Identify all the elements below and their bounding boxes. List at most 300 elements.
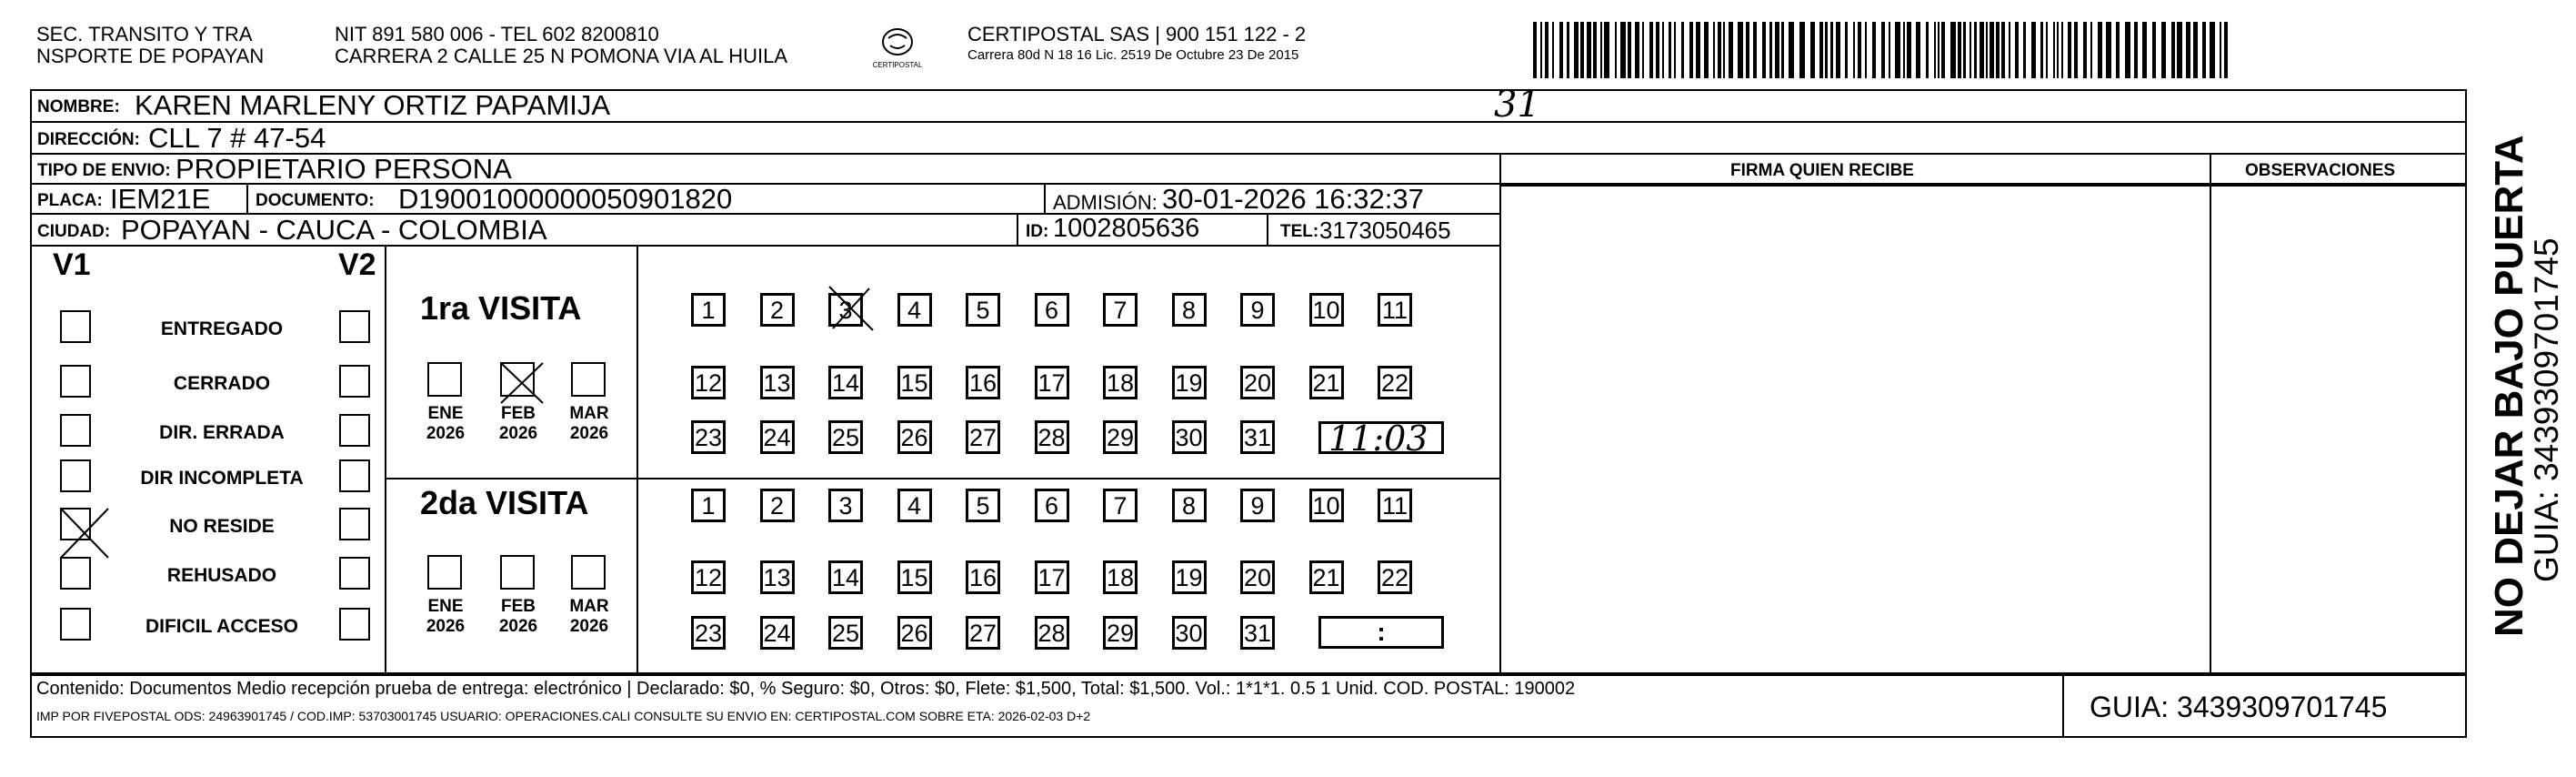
status-option-label: CERRADO (173, 373, 271, 394)
month-year: 2026 (569, 424, 609, 443)
barcode-bar (2161, 22, 2166, 78)
barcode-bar (1704, 22, 1709, 78)
barcode-bar (1545, 22, 1549, 78)
id-label: ID: (1026, 222, 1049, 241)
placa-label: PLACA: (37, 191, 103, 210)
barcode-bar (1836, 22, 1840, 78)
visit1-time-value: 11:03 (1328, 419, 1428, 459)
barcode-bar (1604, 22, 1609, 78)
day-number: 1 (701, 492, 716, 520)
day-number: 28 (1037, 620, 1066, 647)
v1-checkbox[interactable] (60, 508, 91, 540)
day-box[interactable] (1172, 420, 1207, 454)
barcode-bar (1889, 22, 1890, 78)
footer-imp: IMP POR FIVEPOSTAL ODS: 24963901745 / COD.IMP: 53703001745 USUARIO: OPERACIONES.CALI CONSULTE SU ENVIO EN: CERTIPOSTAL.COM SOBRE ETA: 2026-02-03 D+2 (36, 709, 1091, 723)
tipo-envio-label: TIPO DE ENVIO: (37, 161, 171, 180)
barcode-bar (1769, 22, 1772, 78)
day-number: 26 (900, 424, 928, 451)
barcode (1531, 22, 2231, 78)
barcode-bar (1950, 22, 1956, 78)
barcode-bar (1781, 22, 1784, 78)
barcode-bar (2193, 22, 2198, 78)
barcode-bar (2106, 22, 2111, 78)
day-box[interactable] (691, 293, 726, 327)
v2-checkbox[interactable] (339, 414, 370, 447)
v2-checkbox[interactable] (339, 310, 370, 343)
tel-value: 3173050465 (1319, 217, 1451, 244)
ciudad-value: POPAYAN - CAUCA - COLOMBIA (121, 214, 547, 246)
visit1-title: 1ra VISITA (420, 289, 582, 327)
barcode-bar (1669, 22, 1671, 78)
month-checkbox[interactable] (571, 362, 606, 397)
visit2-title: 2da VISITA (420, 484, 589, 521)
footer-guia-box (2062, 674, 2467, 738)
month-year: 2026 (498, 617, 538, 636)
day-box[interactable] (966, 616, 1000, 650)
day-box[interactable] (1240, 616, 1275, 650)
barcode-bar (1620, 22, 1626, 78)
day-number: 30 (1175, 424, 1203, 451)
visit2-time-box (1318, 616, 1444, 649)
certipostal-info: CERTIPOSTAL SAS | 900 151 122 - 2 Carrera 80d N 18 16 Lic. 2519 De Octubre 23 De 2015 (967, 23, 1307, 63)
barcode-bar (2134, 22, 2138, 78)
day-box[interactable] (966, 489, 1000, 522)
day-box[interactable] (760, 366, 795, 399)
day-box[interactable] (1103, 616, 1138, 650)
day-box[interactable] (1309, 560, 1344, 594)
nombre-label: NOMBRE: (37, 97, 120, 116)
day-box[interactable] (1309, 489, 1344, 522)
barcode-bar (2040, 22, 2043, 78)
certipostal-logo (866, 25, 929, 73)
barcode-bar (1723, 22, 1725, 78)
month-checkbox[interactable] (427, 362, 462, 397)
barcode-bar (2068, 22, 2071, 78)
status-option-label: DIR INCOMPLETA (140, 468, 304, 489)
footer-contenido: Contenido: Documentos Medio recepción prueba de entrega: electrónico | Declarado: $0, % Seguro: $0, Otros: $0, Flete: $1,500, Total: $1,500. Vol.: 1*1*1. 0.5 1 Unid. COD. POSTAL: 190002 (36, 679, 1576, 699)
day-box[interactable] (828, 366, 863, 399)
barcode-bar (1938, 22, 1940, 78)
month-checkbox[interactable] (571, 555, 606, 590)
day-number: 17 (1037, 369, 1066, 397)
barcode-bar (2177, 22, 2182, 78)
status-option-label: DIR. ERRADA (159, 422, 285, 443)
day-box[interactable] (1240, 293, 1275, 327)
day-number: 13 (763, 564, 791, 591)
barcode-bar (1696, 22, 1700, 78)
day-number: 11 (1381, 492, 1408, 520)
admision-label: ADMISIÓN: (1053, 191, 1158, 214)
barcode-bar (2202, 22, 2206, 78)
day-box[interactable] (1240, 560, 1275, 594)
day-number: 4 (907, 492, 922, 520)
barcode-bar (1615, 22, 1617, 78)
day-number: 25 (831, 620, 860, 647)
barcode-bar (1845, 22, 1848, 78)
day-number: 6 (1044, 297, 1059, 324)
barcode-bar (1775, 22, 1779, 78)
month-name: FEB (501, 404, 536, 423)
handwritten-number: 31 (1494, 84, 1540, 126)
day-box[interactable] (691, 616, 726, 650)
day-number: 12 (694, 564, 723, 591)
month-name: MAR (569, 404, 609, 423)
day-number: 30 (1175, 620, 1203, 647)
day-number: 5 (976, 297, 990, 324)
barcode-bar (2031, 22, 2036, 78)
barcode-bar (1593, 22, 1597, 78)
nombre-value: KAREN MARLENY ORTIZ PAPAMIJA (135, 89, 611, 121)
v1-checkbox[interactable] (60, 414, 91, 447)
status-option-label: NO RESIDE (169, 516, 275, 537)
day-box[interactable] (1172, 560, 1207, 594)
day-number: 1 (701, 297, 716, 324)
barcode-bar (1635, 22, 1639, 78)
day-box[interactable] (897, 420, 932, 454)
company-contact: NIT 891 580 006 - TEL 602 8200810 CARRERA 2 CALLE 25 N POMONA VIA AL HUILA (335, 23, 788, 67)
day-number: 7 (1113, 297, 1128, 324)
barcode-bar (2057, 22, 2059, 78)
day-box[interactable] (1309, 366, 1344, 399)
status-option-label: ENTREGADO (160, 318, 284, 339)
day-box[interactable] (897, 489, 932, 522)
barcode-bar (2186, 22, 2190, 78)
v2-checkbox[interactable] (339, 459, 370, 492)
barcode-bar (1674, 22, 1676, 78)
barcode-bar (2074, 22, 2078, 78)
visit2-time-value: : (1377, 618, 1386, 646)
v2-checkbox[interactable] (339, 365, 370, 398)
month-name: ENE (427, 597, 464, 616)
barcode-bar (2061, 22, 2063, 78)
visit1-time-box (1318, 419, 1444, 459)
barcode-bar (1970, 22, 1971, 78)
v1-label: V1 (53, 247, 91, 282)
barcode-bar (1853, 22, 1855, 78)
footer-guia: GUIA: 3439309701745 (2090, 691, 2388, 723)
day-number: 27 (968, 620, 997, 647)
barcode-bar (1587, 22, 1591, 78)
day-box[interactable] (1240, 366, 1275, 399)
v2-label: V2 (338, 247, 376, 282)
day-number: 20 (1243, 369, 1272, 397)
barcode-bar (2142, 22, 2147, 78)
barcode-bar (1865, 22, 1867, 78)
month-checkbox[interactable] (500, 362, 535, 397)
barcode-bar (1941, 22, 1945, 78)
day-box[interactable] (760, 420, 795, 454)
day-box[interactable] (1172, 489, 1207, 522)
barcode-bar (1656, 22, 1659, 78)
day-box[interactable] (1378, 560, 1412, 594)
placa-row (30, 185, 1499, 215)
direccion-value: CLL 7 # 47-54 (148, 122, 326, 154)
observaciones-label: OBSERVACIONES (2245, 161, 2396, 180)
day-number: 10 (1312, 297, 1340, 324)
day-number: 13 (763, 369, 791, 397)
tipo-envio-value: PROPIETARIO PERSONA (175, 153, 512, 185)
nombre-row (30, 84, 2467, 126)
firma-label: FIRMA QUIEN RECIBE (1730, 161, 1914, 180)
barcode-bar (2046, 22, 2048, 78)
barcode-bar (2015, 22, 2019, 78)
barcode-bar (1990, 22, 1994, 78)
barcode-bar (1540, 22, 1542, 78)
day-box[interactable] (691, 420, 726, 454)
barcode-bar (1789, 22, 1794, 78)
v2-checkbox[interactable] (339, 508, 370, 540)
day-number: 22 (1380, 564, 1409, 591)
day-number: 18 (1106, 564, 1135, 591)
day-number: 31 (1243, 620, 1272, 647)
ciudad-label: CIUDAD: (37, 222, 111, 241)
day-box[interactable] (1103, 420, 1138, 454)
barcode-bar (1642, 22, 1644, 78)
barcode-bar (2090, 22, 2092, 78)
day-number: 14 (831, 369, 860, 397)
day-box[interactable] (760, 293, 795, 327)
day-number: 12 (694, 369, 723, 397)
documento-label: DOCUMENTO: (256, 191, 375, 210)
day-number: 7 (1113, 492, 1128, 520)
v1-checkbox[interactable] (60, 310, 91, 343)
day-number: 31 (1243, 424, 1272, 451)
day-box[interactable] (966, 420, 1000, 454)
barcode-bar (1926, 22, 1929, 78)
day-box[interactable] (1103, 489, 1138, 522)
day-number: 8 (1181, 297, 1197, 324)
day-number: 3 (838, 492, 853, 520)
barcode-bar (2210, 22, 2215, 78)
day-number: 2 (769, 492, 785, 520)
barcode-bar (1881, 22, 1885, 78)
barcode-bar (1533, 22, 1537, 78)
barcode-bar (1689, 22, 1693, 78)
day-number: 23 (694, 424, 723, 451)
month-year: 2026 (426, 424, 466, 443)
day-box[interactable] (1172, 293, 1207, 327)
v1-checkbox[interactable] (60, 365, 91, 398)
month-name: FEB (501, 597, 536, 616)
day-box[interactable] (897, 293, 932, 327)
barcode-bar (1974, 22, 1977, 78)
day-box[interactable] (897, 616, 932, 650)
day-number: 21 (1312, 369, 1340, 397)
barcode-bar (1762, 22, 1766, 78)
barcode-bar (2001, 22, 2005, 78)
barcode-bar (1649, 22, 1653, 78)
barcode-bar (1958, 22, 1961, 78)
v1-checkbox[interactable] (60, 608, 91, 641)
day-number: 18 (1106, 369, 1135, 397)
day-number: 11 (1381, 297, 1408, 324)
day-box[interactable] (1378, 489, 1412, 522)
day-box[interactable] (1240, 489, 1275, 522)
day-number: 29 (1106, 620, 1135, 647)
v2-checkbox[interactable] (339, 608, 370, 641)
day-box[interactable] (1172, 366, 1207, 399)
day-number: 16 (968, 564, 997, 591)
side-warning: NO DEJAR BAJO PUERTA (2487, 135, 2531, 637)
day-number: 29 (1106, 424, 1135, 451)
barcode-bar (1718, 22, 1721, 78)
day-box[interactable] (1035, 489, 1069, 522)
barcode-bar (1628, 22, 1631, 78)
barcode-bar (2125, 22, 2130, 78)
day-box[interactable] (828, 489, 863, 522)
month-checkbox[interactable] (500, 555, 535, 590)
day-number: 25 (831, 424, 860, 451)
direccion-label: DIRECCIÓN: (37, 130, 140, 149)
barcode-bar (2053, 22, 2055, 78)
barcode-bar (1574, 22, 1579, 78)
side-guia: GUIA: 3439309701745 (2528, 237, 2565, 582)
day-number: 20 (1243, 564, 1272, 591)
placa-value: IEM21E (110, 183, 211, 215)
day-number: 4 (907, 297, 922, 324)
barcode-bar (2171, 22, 2175, 78)
barcode-bar (1986, 22, 1988, 78)
day-number: 21 (1312, 564, 1340, 591)
day-number: 9 (1250, 297, 1265, 324)
v1-checkbox[interactable] (60, 557, 91, 590)
day-box[interactable] (1378, 366, 1412, 399)
day-box[interactable] (966, 560, 1000, 594)
admision-value: 30-01-2026 16:32:37 (1162, 183, 1424, 215)
barcode-bar (2224, 22, 2228, 78)
barcode-bar (1799, 22, 1805, 78)
day-number: 19 (1175, 369, 1203, 397)
day-number: 24 (763, 620, 791, 647)
day-box[interactable] (828, 293, 863, 327)
ciudad-row (30, 215, 1499, 247)
month-year: 2026 (426, 617, 466, 636)
day-box[interactable] (1103, 366, 1138, 399)
day-number: 15 (900, 369, 928, 397)
day-number: 17 (1037, 564, 1066, 591)
barcode-bar (1819, 22, 1823, 78)
barcode-bar (2009, 22, 2010, 78)
barcode-bar (1895, 22, 1900, 78)
barcode-bar (1559, 22, 1563, 78)
day-number: 24 (763, 424, 791, 451)
day-number: 14 (831, 564, 860, 591)
barcode-bar (1825, 22, 1828, 78)
status-option-label: REHUSADO (166, 565, 277, 586)
day-box[interactable] (1035, 366, 1069, 399)
day-number: 3 (838, 297, 853, 324)
day-box[interactable] (897, 560, 932, 594)
day-box[interactable] (1103, 560, 1138, 594)
barcode-bar (1996, 22, 2000, 78)
month-year: 2026 (569, 617, 609, 636)
barcode-bar (1963, 22, 1966, 78)
day-box[interactable] (1240, 420, 1275, 454)
barcode-bar (1810, 22, 1815, 78)
barcode-bar (2152, 22, 2156, 78)
day-box[interactable] (760, 616, 795, 650)
month-name: MAR (569, 597, 609, 616)
day-number: 16 (968, 369, 997, 397)
barcode-bar (2083, 22, 2087, 78)
barcode-bar (1934, 22, 1936, 78)
barcode-bar (1903, 22, 1905, 78)
barcode-bar (1738, 22, 1743, 78)
barcode-bar (1662, 22, 1664, 78)
day-number: 15 (900, 564, 928, 591)
day-box[interactable] (691, 366, 726, 399)
day-box[interactable] (1035, 293, 1069, 327)
barcode-bar (1552, 22, 1554, 78)
status-option-label: DIFICIL ACCESO (145, 616, 298, 637)
day-number: 2 (769, 297, 785, 324)
barcode-bar (1753, 22, 1757, 78)
barcode-bar (1729, 22, 1733, 78)
barcode-bar (2220, 22, 2221, 78)
day-number: 28 (1037, 424, 1066, 451)
day-number: 5 (976, 492, 990, 520)
month-checkbox[interactable] (427, 555, 462, 590)
day-number: 27 (968, 424, 997, 451)
day-box[interactable] (966, 366, 1000, 399)
barcode-bar (1916, 22, 1920, 78)
day-number: 6 (1044, 492, 1059, 520)
tel-label: TEL: (1280, 222, 1319, 241)
v1-checkbox[interactable] (60, 459, 91, 492)
day-number: 22 (1380, 369, 1409, 397)
day-box[interactable] (1309, 293, 1344, 327)
tipo-envio-row (30, 155, 2467, 185)
month-year: 2026 (498, 424, 538, 443)
company-name: SEC. TRANSITO Y TRA NSPORTE DE POPAYAN (36, 23, 265, 67)
day-box[interactable] (691, 560, 726, 594)
day-box[interactable] (1035, 616, 1069, 650)
day-number: 10 (1312, 492, 1340, 520)
day-box[interactable] (1172, 616, 1207, 650)
day-box[interactable] (760, 489, 795, 522)
barcode-bar (1746, 22, 1749, 78)
month-name: ENE (427, 404, 464, 423)
day-box[interactable] (760, 560, 795, 594)
barcode-bar (1980, 22, 1984, 78)
barcode-bar (2098, 22, 2102, 78)
barcode-bar (1858, 22, 1861, 78)
barcode-bar (2023, 22, 2026, 78)
barcode-bar (1681, 22, 1684, 78)
day-box[interactable] (1035, 420, 1069, 454)
day-number: 26 (900, 620, 928, 647)
svg-text:CERTIPOSTAL: CERTIPOSTAL (872, 61, 923, 69)
barcode-bar (1567, 22, 1569, 78)
day-box[interactable] (1035, 560, 1069, 594)
day-box[interactable] (1378, 293, 1412, 327)
barcode-bar (1830, 22, 1833, 78)
v2-checkbox[interactable] (339, 557, 370, 590)
day-number: 9 (1250, 492, 1265, 520)
day-box[interactable] (691, 489, 726, 522)
day-box[interactable] (966, 293, 1000, 327)
day-box[interactable] (828, 560, 863, 594)
barcode-bar (1600, 22, 1602, 78)
day-number: 23 (694, 620, 723, 647)
day-box[interactable] (1103, 293, 1138, 327)
barcode-bar (2116, 22, 2120, 78)
barcode-bar (1713, 22, 1715, 78)
documento-value: D19001000000050901820 (398, 183, 733, 215)
day-box[interactable] (828, 420, 863, 454)
day-box[interactable] (828, 616, 863, 650)
day-box[interactable] (897, 366, 932, 399)
